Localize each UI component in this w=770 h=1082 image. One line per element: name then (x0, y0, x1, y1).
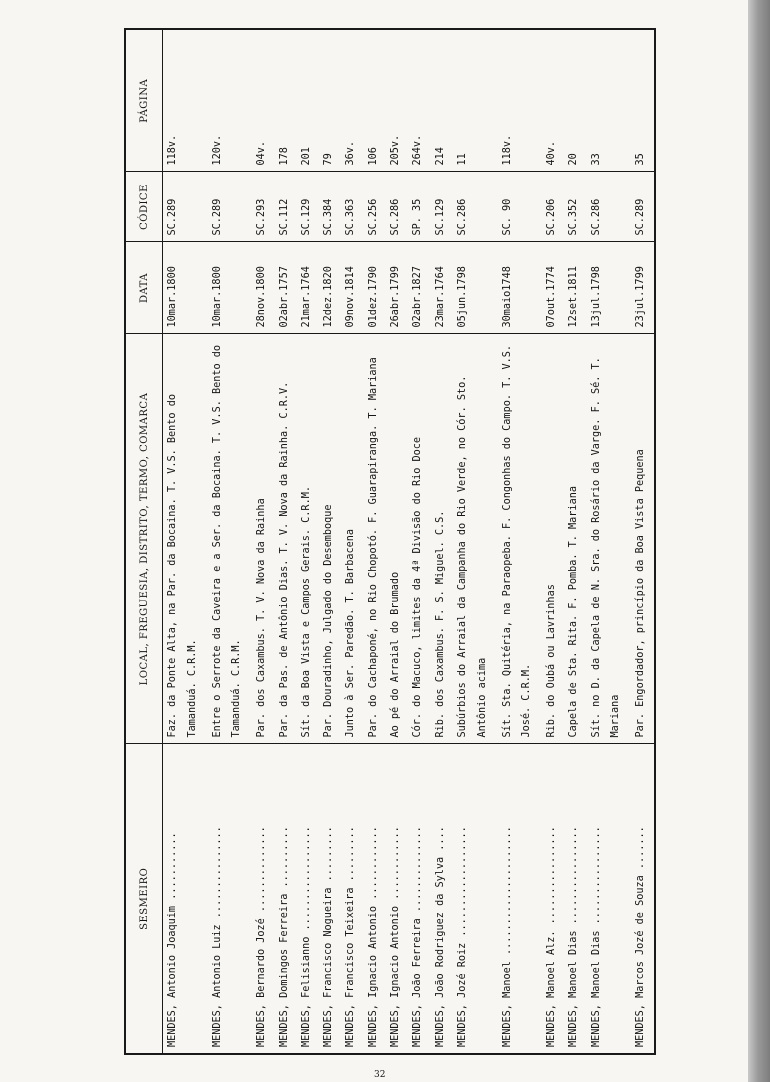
cell-data: 12set.1811 (564, 242, 586, 334)
cell-pagina: 178 (275, 29, 297, 172)
rotated-page (124, 30, 656, 1055)
table-row (319, 29, 341, 1054)
cell-sesmeiro: MENDES, Francisco Nogueira ......... (319, 744, 341, 1054)
cell-data: 30maio1748 (498, 242, 543, 334)
table-filler (654, 29, 655, 1054)
cell-data: 07out.1774 (542, 242, 564, 334)
cell-sesmeiro: MENDES, Domingos Ferreira .......... (275, 744, 297, 1054)
cell-pagina: 04v. (252, 29, 274, 172)
cell-sesmeiro: MENDES, João Rodriguez da Sylva .... (431, 744, 453, 1054)
table-row (453, 29, 498, 1054)
header-codice: CÓDICE (125, 172, 163, 242)
table-row (208, 29, 253, 1054)
cell-codice: SC.352 (564, 172, 586, 242)
cell-codice: SC. 90 (498, 172, 543, 242)
cell-sesmeiro: MENDES, Francisco Teixeira ......... (341, 744, 363, 1054)
cell-data: 02abr.1827 (408, 242, 430, 334)
cell-codice: SC.286 (587, 172, 632, 242)
table-row (408, 29, 430, 1054)
cell-data: 23mar.1764 (431, 242, 453, 334)
cell-codice: SC.293 (252, 172, 274, 242)
cell-codice: SC.286 (453, 172, 498, 242)
cell-local: Sít. no D. da Capela de N. Sra. do Rosário da Varge. F. Sé. T. Mariana (587, 334, 632, 744)
table-row (431, 29, 453, 1054)
table-row (386, 29, 408, 1054)
table-row (341, 29, 363, 1054)
cell-local: Cór. do Macuco, limites da 4ª Divisão do Rio Doce (408, 334, 430, 744)
cell-pagina: 40v. (542, 29, 564, 172)
table-row (542, 29, 564, 1054)
filler-cell (654, 172, 655, 242)
cell-pagina: 106 (364, 29, 386, 172)
table-row (631, 29, 653, 1054)
cell-data: 10mar.1800 (208, 242, 253, 334)
cell-codice: SC.384 (319, 172, 341, 242)
cell-local: Par. Douradinho, Julgado do Desemboque (319, 334, 341, 744)
filler-cell (654, 744, 655, 1054)
cell-local: Sít. Sta. Quitéria, na Paraopeba. F. Congonhas do Campo. T. V.S. José. C.R.M. (498, 334, 543, 744)
cell-codice: SC.289 (631, 172, 653, 242)
cell-pagina: 79 (319, 29, 341, 172)
cell-data: 02abr.1757 (275, 242, 297, 334)
cell-data: 05jun.1798 (453, 242, 498, 334)
cell-codice: SC.256 (364, 172, 386, 242)
header-data: DATA (125, 242, 163, 334)
table-row (297, 29, 319, 1054)
cell-sesmeiro: MENDES, Bernardo Jozé .............. (252, 744, 274, 1054)
cell-local: Par. dos Caxambus. T. V. Nova da Rainha (252, 334, 274, 744)
table-row (275, 29, 297, 1054)
cell-local: Par. da Pas. de Antônio Dias. T. V. Nova da Rainha. C.R.V. (275, 334, 297, 744)
header-pagina: PÁGINA (125, 29, 163, 172)
cell-local: Faz. da Ponte Alta, na Par. da Bocaina. T. V.S. Bento do Tamanduá. C.R.M. (163, 334, 208, 744)
cell-local: Sít. da Boa Vista e Campos Gerais. C.R.M. (297, 334, 319, 744)
cell-pagina: 20 (564, 29, 586, 172)
cell-pagina: 118v. (498, 29, 543, 172)
cell-local: Junto à Ser. Paredão. T. Barbacena (341, 334, 363, 744)
header-sesmeiro: SESMEIRO (125, 744, 163, 1054)
filler-cell (654, 29, 655, 172)
filler-cell (654, 242, 655, 334)
cell-codice: SC.286 (386, 172, 408, 242)
cell-sesmeiro: MENDES, Felisianno ................. (297, 744, 319, 1054)
table-row (498, 29, 543, 1054)
cell-sesmeiro: MENDES, Manoel ..................... (498, 744, 543, 1054)
cell-sesmeiro: MENDES, Manoel Dias ................ (564, 744, 586, 1054)
cell-local: Par. do Cachaponé, no Rio Chopotó. F. Guarapiranga. T. Mariana (364, 334, 386, 744)
cell-sesmeiro: MENDES, João Ferreira .............. (408, 744, 430, 1054)
cell-codice: SC.289 (208, 172, 253, 242)
cell-codice: SC.206 (542, 172, 564, 242)
cell-data: 26abr.1799 (386, 242, 408, 334)
cell-pagina: 35 (631, 29, 653, 172)
sesmarias-table (124, 28, 656, 1055)
cell-codice: SC.112 (275, 172, 297, 242)
cell-pagina: 264v. (408, 29, 430, 172)
cell-pagina: 214 (431, 29, 453, 172)
cell-local: Rib. do Oubá ou Lavrinhas (542, 334, 564, 744)
cell-local: Entre o Serrote da Caveira e a Ser. da Bocaina. T. V.S. Bento do Tamanduá. C.R.M. (208, 334, 253, 744)
cell-data: 13jul.1798 (587, 242, 632, 334)
scanner-edge-strip (748, 0, 770, 1082)
cell-pagina: 11 (453, 29, 498, 172)
cell-sesmeiro: MENDES, Jozé Roiz .................. (453, 744, 498, 1054)
cell-sesmeiro: MENDES, Antonio Luiz ............... (208, 744, 253, 1054)
cell-local: Rib. dos Caxambus. F. S. Miguel. C.S. (431, 334, 453, 744)
cell-data: 09nov.1814 (341, 242, 363, 334)
cell-sesmeiro: MENDES, Antonio Joaquim ........... (163, 744, 208, 1054)
cell-data: 01dez.1790 (364, 242, 386, 334)
cell-data: 12dez.1820 (319, 242, 341, 334)
cell-codice: SC.363 (341, 172, 363, 242)
cell-codice: SP. 35 (408, 172, 430, 242)
cell-pagina: 36v. (341, 29, 363, 172)
cell-local: Ao pé do Arraial do Brumado (386, 334, 408, 744)
table-row (252, 29, 274, 1054)
table-row (163, 29, 208, 1054)
cell-pagina: 201 (297, 29, 319, 172)
cell-sesmeiro: MENDES, Marcos Jozé de Souza ....... (631, 744, 653, 1054)
cell-codice: SC.129 (431, 172, 453, 242)
cell-sesmeiro: MENDES, Manoel Dias ................ (587, 744, 632, 1054)
cell-pagina: 33 (587, 29, 632, 172)
cell-pagina: 120v. (208, 29, 253, 172)
filler-cell (654, 334, 655, 744)
cell-local: Subúrbios do Arraial da Campanha do Rio Verde, no Cór. Sto. Antônio acima (453, 334, 498, 744)
header-local: LOCAL, FREGUESIA, DISTRITO, TERMO, COMARCA (125, 334, 163, 744)
table-row (587, 29, 632, 1054)
header-row (125, 29, 163, 1054)
cell-local: Capela de Sta. Rita. F. Pomba. T. Mariana (564, 334, 586, 744)
cell-local: Par. Engordador, princípio da Boa Vista Pequena (631, 334, 653, 744)
table-row (364, 29, 386, 1054)
cell-data: 21mar.1764 (297, 242, 319, 334)
page-number: 32 (374, 1070, 386, 1080)
cell-data: 23jul.1799 (631, 242, 653, 334)
cell-pagina: 205v. (386, 29, 408, 172)
cell-pagina: 118v. (163, 29, 208, 172)
cell-sesmeiro: MENDES, Manoel Alz. ................ (542, 744, 564, 1054)
table-row (564, 29, 586, 1054)
cell-data: 28nov.1800 (252, 242, 274, 334)
cell-sesmeiro: MENDES, Ignacio Antonio ............ (364, 744, 386, 1054)
cell-codice: SC.129 (297, 172, 319, 242)
cell-codice: SC.289 (163, 172, 208, 242)
cell-data: 10mar.1800 (163, 242, 208, 334)
cell-sesmeiro: MENDES, Ignacio Antonio ............ (386, 744, 408, 1054)
